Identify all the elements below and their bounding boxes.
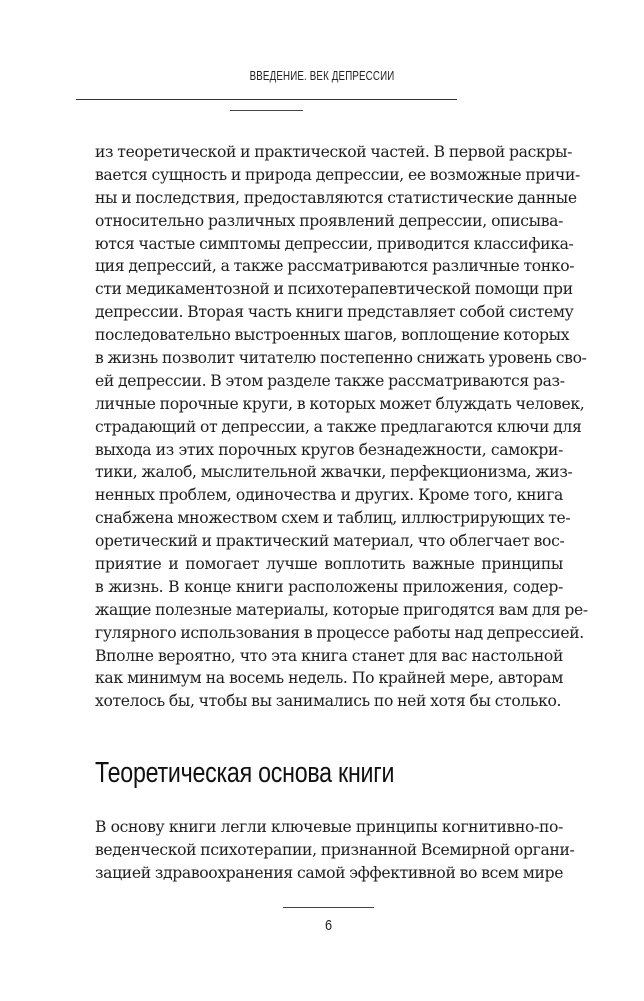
text-line: ются частые симптомы депрессии, приводится классифика- <box>95 234 574 253</box>
text-line: в жизнь позволит читателю постепенно снижать уровень сво- <box>95 349 587 368</box>
paragraph-2 <box>95 816 575 885</box>
header-short-rule <box>230 110 303 111</box>
header-rule <box>76 99 457 100</box>
text-line: оретический и практический материал, что облегчает вос- <box>95 532 565 551</box>
text-line: снабжена множеством схем и таблиц, иллюстрирующих те- <box>95 509 571 528</box>
text-line: тики, жалоб, мыслительной жвачки, перфекционизма, жиз- <box>95 463 573 482</box>
text-line: жащие полезные материалы, которые пригодятся вам для ре- <box>95 600 588 619</box>
text-line: относительно различных проявлений депрессии, описыва- <box>95 211 563 230</box>
running-head: ВВЕДЕНИЕ. ВЕК ДЕПРЕССИИ <box>249 69 395 83</box>
paragraph-1 <box>95 141 588 713</box>
text-line: Вполне вероятно, что эта книга станет для вас настольной <box>95 646 563 665</box>
text-line: ция депрессий, а также рассматриваются различные тонко- <box>95 257 575 276</box>
text-line: хотелось бы, чтобы вы занимались по ней хотя бы столько. <box>95 692 562 711</box>
text-line: как минимум на восемь недель. По крайней мере, авторам <box>95 669 563 688</box>
text-line: из теоретической и практической частей. В первой раскры- <box>95 143 572 161</box>
text-line: личные порочные круги, в которых может блуждать человек, <box>95 394 585 413</box>
text-line: депрессии. Вторая часть книги представляет собой систему <box>95 303 574 322</box>
text-line: сти медикаментозной и психотерапевтической помощи при <box>95 280 573 299</box>
text-line: выхода из этих порочных кругов безнадежности, самокри- <box>95 440 563 459</box>
text-line: последовательно выстроенных шагов, воплощение которых <box>95 326 570 345</box>
footer-short-rule <box>283 907 374 908</box>
text-line: ны и последствия, предоставляются статистические данные <box>95 188 577 207</box>
text-line: приятие и помогает лучше воплотить важные принципы <box>95 555 563 574</box>
text-line: страдающий от депрессии, а также предлагаются ключи для <box>95 417 582 436</box>
text-line: в жизнь. В конце книги расположены приложения, содер- <box>95 577 563 596</box>
text-line: вается сущность и природа депрессии, ее возможные причи- <box>95 165 580 184</box>
text-line: гулярного использования в процессе работы над депрессией. <box>95 623 584 642</box>
text-line: веденческой психотерапии, признанной Всемирной органи- <box>95 840 575 859</box>
text-line: В основу книги легли ключевые принципы когнитивно-по- <box>95 818 563 836</box>
text-line: ей депрессии. В этом разделе также рассматриваются раз- <box>95 371 565 390</box>
text-line: ненных проблем, одиночества и других. Кроме того, книга <box>95 486 563 505</box>
text-line: зацией здравоохранения самой эффективной во всем мире <box>95 863 564 882</box>
page-number: 6 <box>324 917 333 934</box>
section-heading: Теоретическая основа книги <box>95 757 395 789</box>
